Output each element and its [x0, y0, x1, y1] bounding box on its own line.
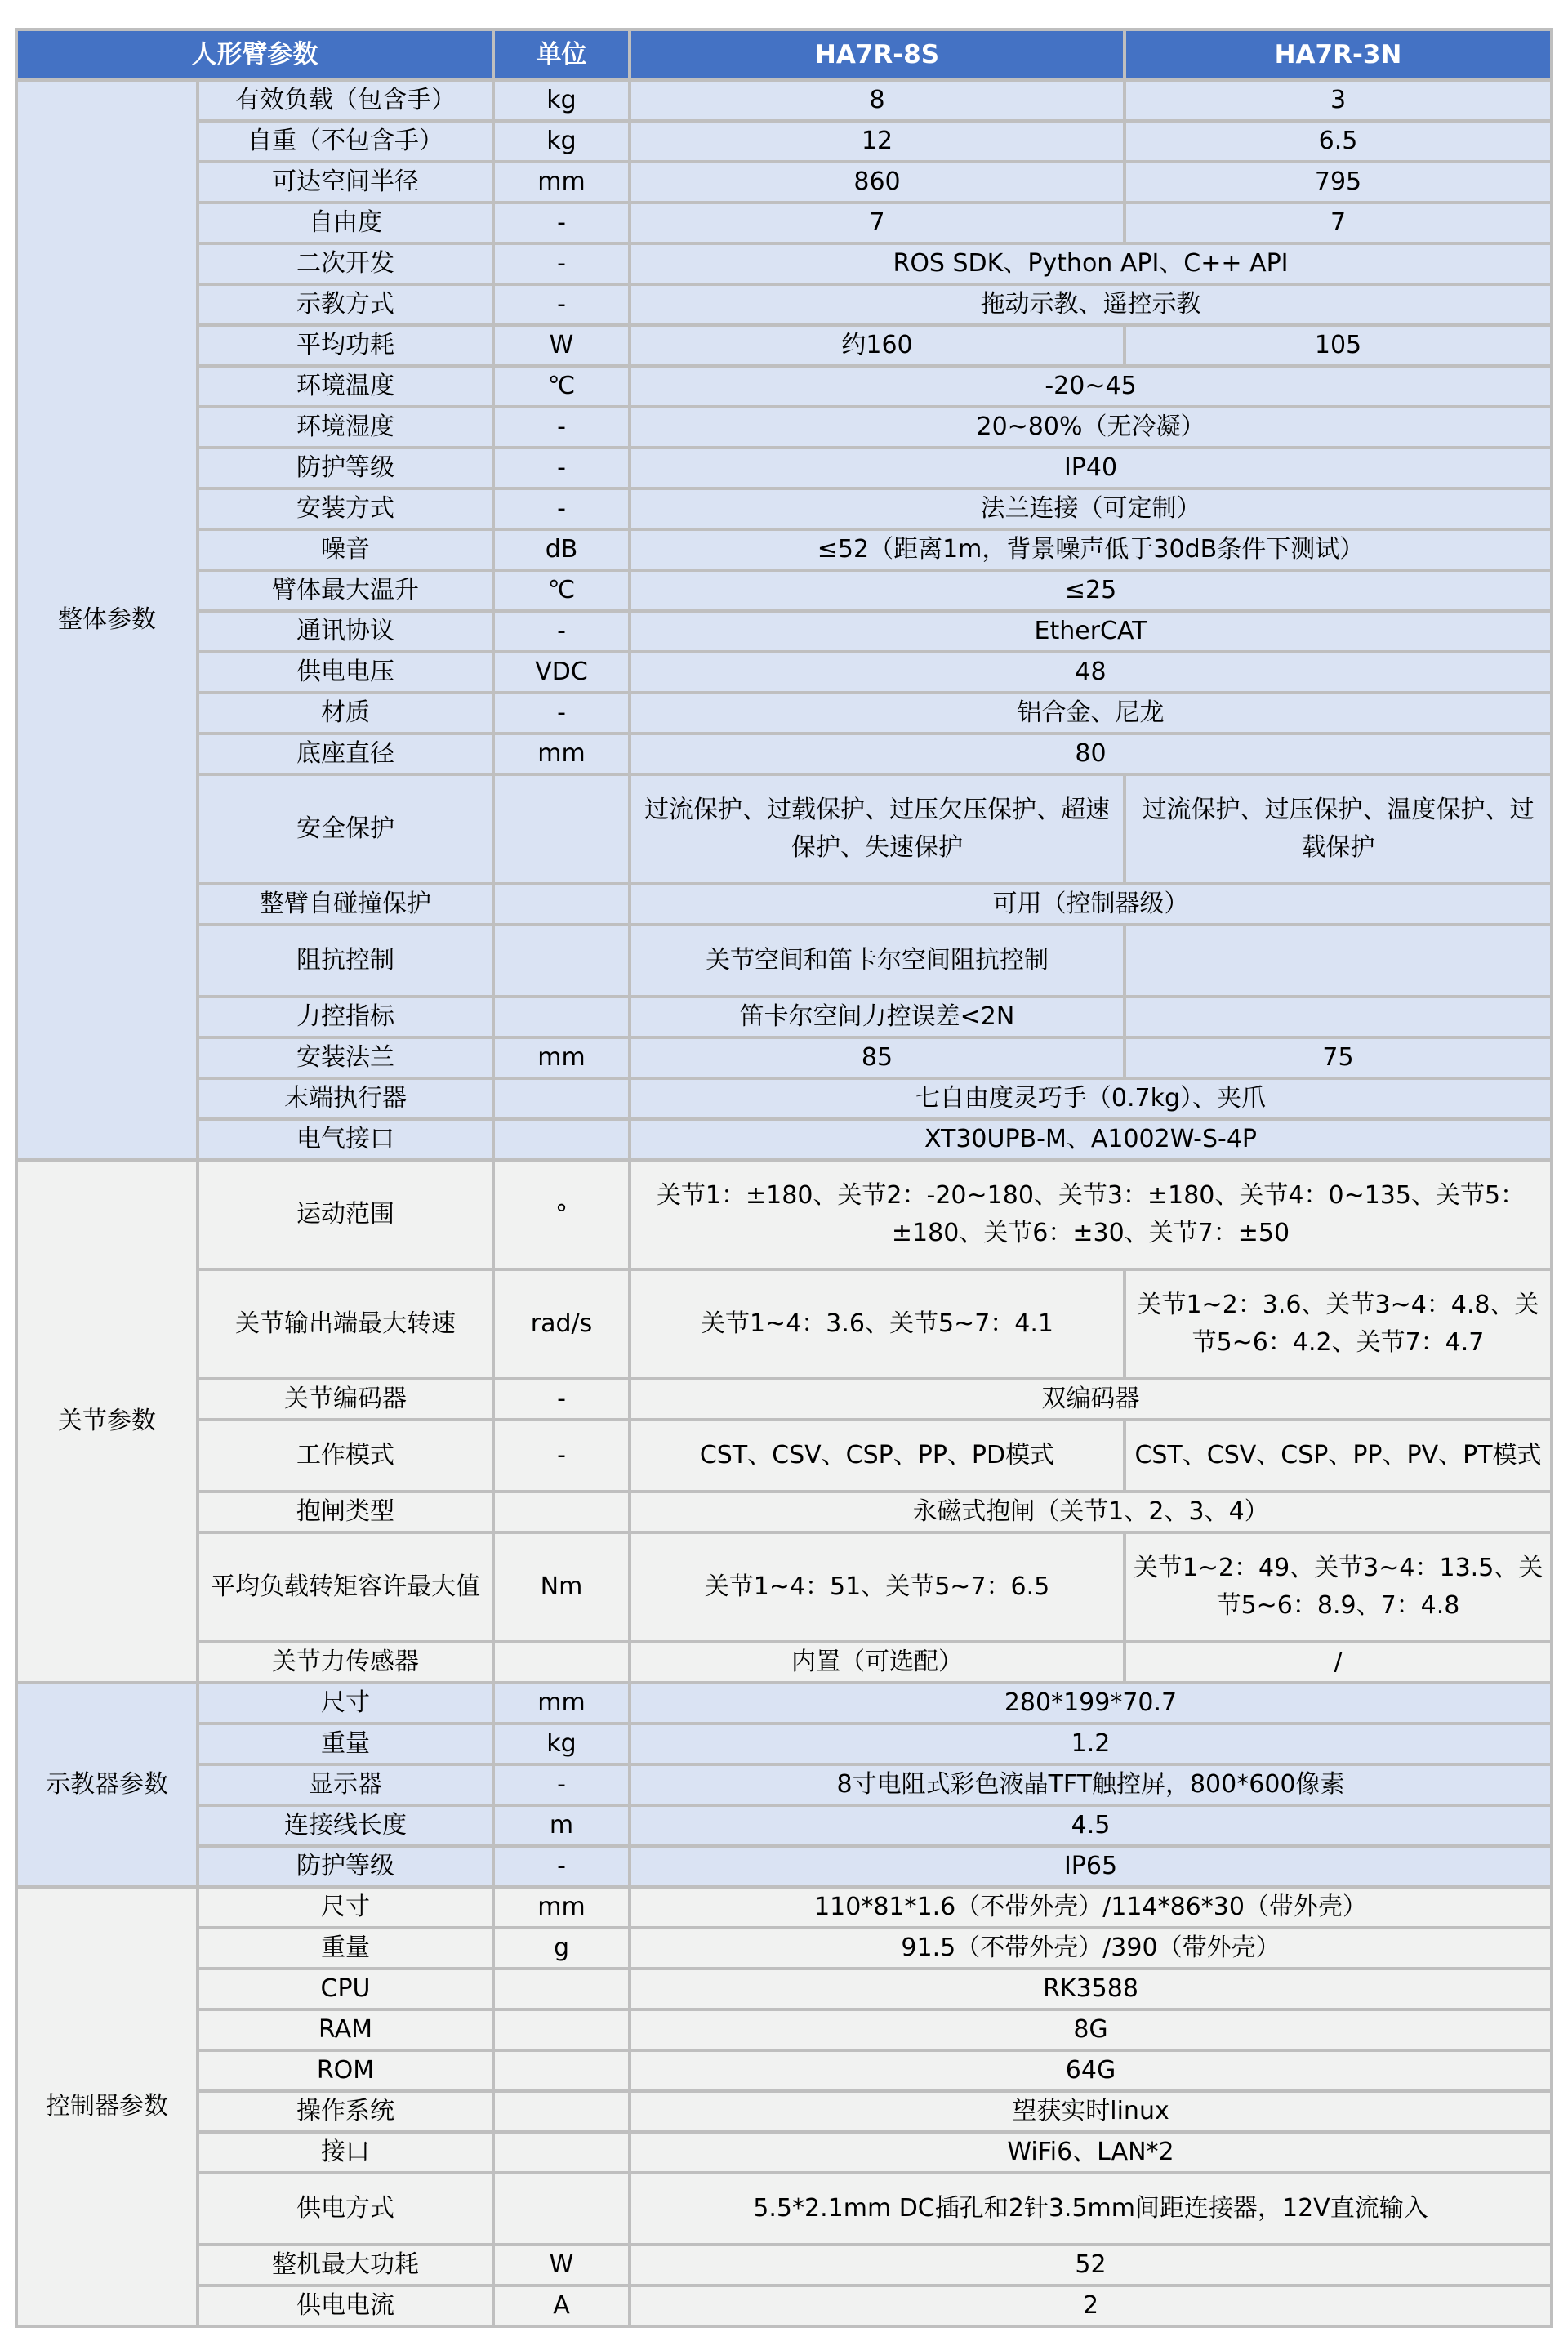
- param-name: 接口: [198, 2132, 493, 2173]
- value-merged: 法兰连接（可定制）: [630, 488, 1552, 529]
- value-merged: EtherCAT: [630, 611, 1552, 652]
- param-name: 尺寸: [198, 1887, 493, 1928]
- param-unit: W: [493, 2245, 630, 2286]
- spec-table: [15, 28, 1553, 2328]
- table-row: [16, 2245, 1552, 2286]
- param-name: 连接线长度: [198, 1805, 493, 1846]
- param-name: 供电电流: [198, 2286, 493, 2326]
- value-b: 75: [1125, 1037, 1552, 1078]
- value-merged: 1.2: [630, 1724, 1552, 1764]
- value-merged: 永磁式抱闸（关节1、2、3、4）: [630, 1492, 1552, 1532]
- table-row: [16, 2050, 1552, 2091]
- table-row: [16, 1532, 1552, 1642]
- value-merged: IP65: [630, 1846, 1552, 1887]
- param-name: 二次开发: [198, 243, 493, 284]
- param-unit: [493, 884, 630, 925]
- value-a: 关节1~4：3.6、关节5~7：4.1: [630, 1269, 1125, 1379]
- category-controller: 控制器参数: [16, 1887, 198, 2326]
- param-name: 环境湿度: [198, 407, 493, 448]
- param-name: 末端执行器: [198, 1078, 493, 1119]
- param-unit: -: [493, 1846, 630, 1887]
- param-name: 整臂自碰撞保护: [198, 884, 493, 925]
- param-name: 防护等级: [198, 1846, 493, 1887]
- param-unit: mm: [493, 1037, 630, 1078]
- param-unit: -: [493, 407, 630, 448]
- param-unit: [493, 1078, 630, 1119]
- table-row: [16, 488, 1552, 529]
- category-joint: 关节参数: [16, 1160, 198, 1683]
- value-merged: 2: [630, 2286, 1552, 2326]
- param-name: 供电电压: [198, 652, 493, 693]
- value-merged: XT30UPB-M、A1002W-S-4P: [630, 1119, 1552, 1160]
- table-row: [16, 1846, 1552, 1887]
- param-name: CPU: [198, 1969, 493, 2009]
- table-row: [16, 1420, 1552, 1492]
- table-row: [16, 774, 1552, 884]
- param-unit: g: [493, 1928, 630, 1969]
- param-name: 可达空间半径: [198, 162, 493, 203]
- table-row: [16, 693, 1552, 734]
- value-merged: RK3588: [630, 1969, 1552, 2009]
- param-name: 材质: [198, 693, 493, 734]
- param-name: 安装方式: [198, 488, 493, 529]
- param-name: 示教方式: [198, 284, 493, 325]
- param-unit: -: [493, 611, 630, 652]
- value-a: 12: [630, 121, 1125, 162]
- value-merged: 20~80%（无冷凝）: [630, 407, 1552, 448]
- param-unit: -: [493, 243, 630, 284]
- param-name: 臂体最大温升: [198, 570, 493, 611]
- table-row: [16, 1160, 1552, 1269]
- table-row: [16, 997, 1552, 1037]
- param-name: 关节力传感器: [198, 1642, 493, 1683]
- header-param: 人形臂参数: [16, 29, 493, 80]
- param-unit: m: [493, 1805, 630, 1846]
- param-unit: [493, 1119, 630, 1160]
- value-a: 过流保护、过载保护、过压欠压保护、超速保护、失速保护: [630, 774, 1125, 884]
- param-name: 有效负载（包含手）: [198, 80, 493, 121]
- table-row: [16, 2009, 1552, 2050]
- table-row: [16, 2091, 1552, 2132]
- value-b: [1125, 925, 1552, 997]
- table-row: [16, 1078, 1552, 1119]
- param-name: 平均负载转矩容许最大值: [198, 1532, 493, 1642]
- value-merged: 110*81*1.6（不带外壳）/114*86*30（带外壳）: [630, 1887, 1552, 1928]
- param-name: 自由度: [198, 203, 493, 243]
- value-merged: 8寸电阻式彩色液晶TFT触控屏，800*600像素: [630, 1764, 1552, 1805]
- table-row: [16, 1037, 1552, 1078]
- param-unit: ℃: [493, 366, 630, 407]
- table-row: [16, 325, 1552, 366]
- table-row: [16, 80, 1552, 121]
- value-b: 6.5: [1125, 121, 1552, 162]
- value-b: 过流保护、过压保护、温度保护、过载保护: [1125, 774, 1552, 884]
- table-row: [16, 570, 1552, 611]
- table-row: [16, 611, 1552, 652]
- param-name: 关节输出端最大转速: [198, 1269, 493, 1379]
- value-a: 关节1~4：51、关节5~7：6.5: [630, 1532, 1125, 1642]
- param-name: 通讯协议: [198, 611, 493, 652]
- param-unit: mm: [493, 1887, 630, 1928]
- table-row: [16, 2173, 1552, 2245]
- value-a: 约160: [630, 325, 1125, 366]
- param-unit: -: [493, 203, 630, 243]
- value-merged: IP40: [630, 448, 1552, 488]
- param-unit: A: [493, 2286, 630, 2326]
- table-row: [16, 121, 1552, 162]
- value-merged: ROS SDK、Python API、C++ API: [630, 243, 1552, 284]
- table-row: [16, 1119, 1552, 1160]
- value-b: CST、CSV、CSP、PP、PV、PT模式: [1125, 1420, 1552, 1492]
- header-unit: 单位: [493, 29, 630, 80]
- value-a: 笛卡尔空间力控误差<2N: [630, 997, 1125, 1037]
- param-name: 重量: [198, 1724, 493, 1764]
- param-unit: -: [493, 488, 630, 529]
- param-unit: rad/s: [493, 1269, 630, 1379]
- table-row: [16, 284, 1552, 325]
- param-unit: -: [493, 284, 630, 325]
- value-merged: -20~45: [630, 366, 1552, 407]
- param-name: 阻抗控制: [198, 925, 493, 997]
- value-merged: 64G: [630, 2050, 1552, 2091]
- table-row: [16, 1764, 1552, 1805]
- param-name: 噪音: [198, 529, 493, 570]
- value-merged: 280*199*70.7: [630, 1683, 1552, 1724]
- param-name: 工作模式: [198, 1420, 493, 1492]
- value-merged: 望获实时linux: [630, 2091, 1552, 2132]
- param-name: 显示器: [198, 1764, 493, 1805]
- table-row: [16, 1683, 1552, 1724]
- param-name: 电气接口: [198, 1119, 493, 1160]
- param-name: 环境温度: [198, 366, 493, 407]
- value-merged: 8G: [630, 2009, 1552, 2050]
- param-unit: -: [493, 1764, 630, 1805]
- table-row: [16, 884, 1552, 925]
- table-row: [16, 652, 1552, 693]
- param-unit: W: [493, 325, 630, 366]
- value-merged: WiFi6、LAN*2: [630, 2132, 1552, 2173]
- param-unit: VDC: [493, 652, 630, 693]
- table-row: [16, 1805, 1552, 1846]
- table-row: [16, 2132, 1552, 2173]
- value-merged: 4.5: [630, 1805, 1552, 1846]
- value-a: 85: [630, 1037, 1125, 1078]
- param-unit: °: [493, 1160, 630, 1269]
- value-merged: 5.5*2.1mm DC插孔和2针3.5mm间距连接器，12V直流输入: [630, 2173, 1552, 2245]
- param-unit: [493, 2050, 630, 2091]
- table-row: [16, 243, 1552, 284]
- table-row: [16, 1887, 1552, 1928]
- param-unit: dB: [493, 529, 630, 570]
- value-merged: ≤52（距离1m，背景噪声低于30dB条件下测试）: [630, 529, 1552, 570]
- category-overall: 整体参数: [16, 80, 198, 1160]
- value-b: 795: [1125, 162, 1552, 203]
- table-row: [16, 529, 1552, 570]
- param-unit: [493, 2009, 630, 2050]
- param-name: 关节编码器: [198, 1379, 493, 1420]
- value-merged: ≤25: [630, 570, 1552, 611]
- param-unit: Nm: [493, 1532, 630, 1642]
- value-a: 7: [630, 203, 1125, 243]
- value-a: 8: [630, 80, 1125, 121]
- value-merged: 48: [630, 652, 1552, 693]
- param-name: 安装法兰: [198, 1037, 493, 1078]
- table-row: [16, 1724, 1552, 1764]
- table-row: [16, 734, 1552, 774]
- value-a: 内置（可选配）: [630, 1642, 1125, 1683]
- header-row: [16, 29, 1552, 80]
- value-b: 7: [1125, 203, 1552, 243]
- param-unit: kg: [493, 1724, 630, 1764]
- param-unit: [493, 925, 630, 997]
- table-row: [16, 162, 1552, 203]
- param-unit: mm: [493, 1683, 630, 1724]
- value-a: 关节空间和笛卡尔空间阻抗控制: [630, 925, 1125, 997]
- table-row: [16, 1642, 1552, 1683]
- table-row: [16, 1379, 1552, 1420]
- param-name: RAM: [198, 2009, 493, 2050]
- param-name: 供电方式: [198, 2173, 493, 2245]
- param-unit: -: [493, 693, 630, 734]
- value-merged: 52: [630, 2245, 1552, 2286]
- value-merged: 拖动示教、遥控示教: [630, 284, 1552, 325]
- value-merged: 七自由度灵巧手（0.7kg）、夹爪: [630, 1078, 1552, 1119]
- param-name: 底座直径: [198, 734, 493, 774]
- value-a: 860: [630, 162, 1125, 203]
- value-b: 105: [1125, 325, 1552, 366]
- param-unit: [493, 2173, 630, 2245]
- param-name: 安全保护: [198, 774, 493, 884]
- param-unit: -: [493, 1420, 630, 1492]
- param-unit: kg: [493, 121, 630, 162]
- param-unit: [493, 2132, 630, 2173]
- table-row: [16, 925, 1552, 997]
- value-b: [1125, 997, 1552, 1037]
- table-row: [16, 1492, 1552, 1532]
- table-row: [16, 1269, 1552, 1379]
- param-unit: -: [493, 448, 630, 488]
- param-name: 自重（不包含手）: [198, 121, 493, 162]
- param-name: 运动范围: [198, 1160, 493, 1269]
- table-row: [16, 1969, 1552, 2009]
- param-unit: [493, 1642, 630, 1683]
- table-row: [16, 366, 1552, 407]
- value-merged: 双编码器: [630, 1379, 1552, 1420]
- value-b: /: [1125, 1642, 1552, 1683]
- value-merged: 91.5（不带外壳）/390（带外壳）: [630, 1928, 1552, 1969]
- param-unit: mm: [493, 734, 630, 774]
- value-merged: 可用（控制器级）: [630, 884, 1552, 925]
- param-unit: ℃: [493, 570, 630, 611]
- value-b: 关节1~2：49、关节3~4：13.5、关节5~6：8.9、7：4.8: [1125, 1532, 1552, 1642]
- param-unit: [493, 774, 630, 884]
- param-name: 抱闸类型: [198, 1492, 493, 1532]
- param-unit: [493, 997, 630, 1037]
- value-merged: 关节1：±180、关节2：-20~180、关节3：±180、关节4：0~135、关节5：±180、关节6：±30、关节7：±50: [630, 1160, 1552, 1269]
- param-name: 重量: [198, 1928, 493, 1969]
- header-model-b: HA7R-3N: [1125, 29, 1552, 80]
- value-a: CST、CSV、CSP、PP、PD模式: [630, 1420, 1125, 1492]
- param-unit: mm: [493, 162, 630, 203]
- category-teach-pendant: 示教器参数: [16, 1683, 198, 1887]
- value-b: 关节1~2：3.6、关节3~4：4.8、关节5~6：4.2、关节7：4.7: [1125, 1269, 1552, 1379]
- param-unit: kg: [493, 80, 630, 121]
- param-unit: -: [493, 1379, 630, 1420]
- param-name: 平均功耗: [198, 325, 493, 366]
- value-merged: 80: [630, 734, 1552, 774]
- table-row: [16, 2286, 1552, 2326]
- param-name: 防护等级: [198, 448, 493, 488]
- param-name: ROM: [198, 2050, 493, 2091]
- param-name: 力控指标: [198, 997, 493, 1037]
- header-model-a: HA7R-8S: [630, 29, 1125, 80]
- param-name: 整机最大功耗: [198, 2245, 493, 2286]
- param-name: 操作系统: [198, 2091, 493, 2132]
- param-unit: [493, 1969, 630, 2009]
- table-row: [16, 203, 1552, 243]
- param-name: 尺寸: [198, 1683, 493, 1724]
- table-row: [16, 1928, 1552, 1969]
- value-merged: 铝合金、尼龙: [630, 693, 1552, 734]
- param-unit: [493, 1492, 630, 1532]
- param-unit: [493, 2091, 630, 2132]
- table-row: [16, 407, 1552, 448]
- value-b: 3: [1125, 80, 1552, 121]
- table-row: [16, 448, 1552, 488]
